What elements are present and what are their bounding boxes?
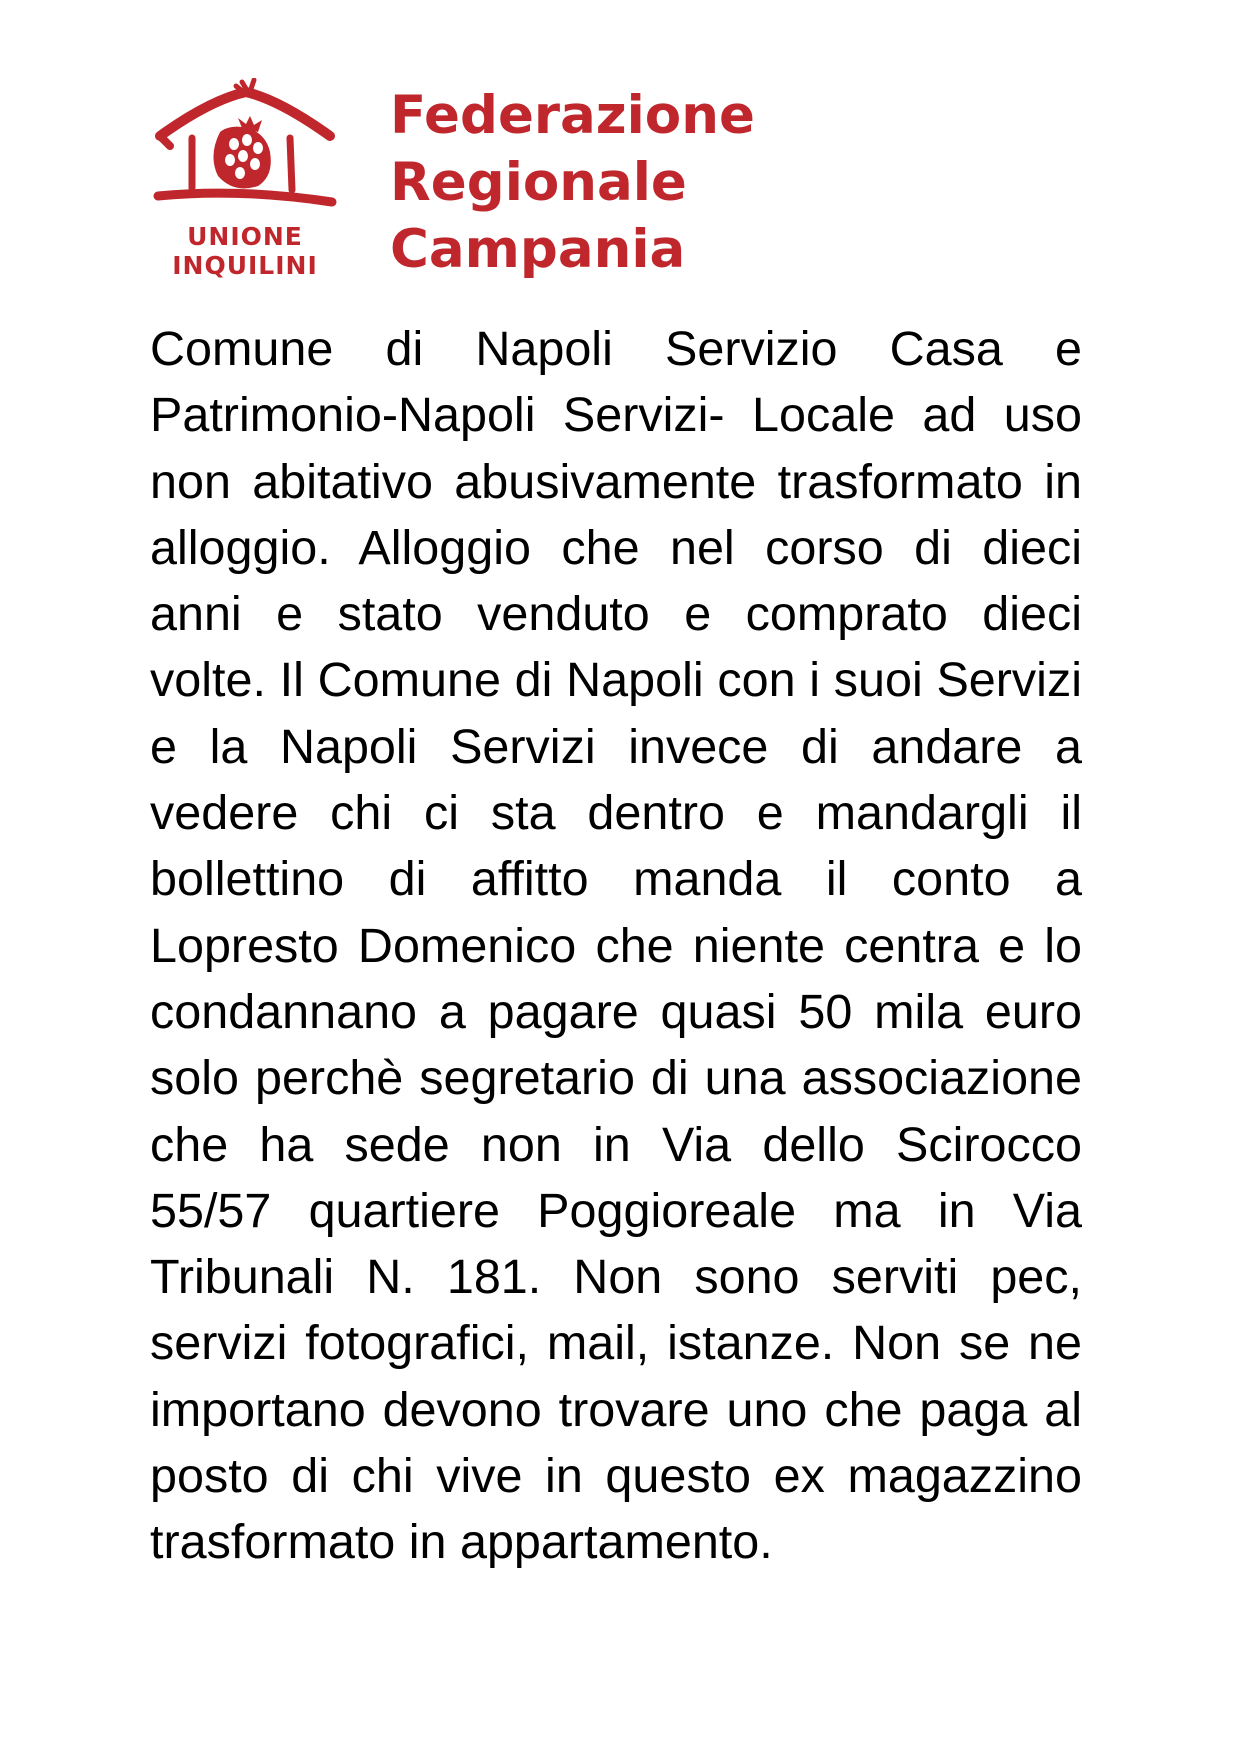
logo-line-1: UNIONE — [187, 222, 303, 251]
org-name-line-3: Campania — [390, 219, 686, 280]
unione-inquilini-logo — [150, 78, 350, 288]
house-with-pomegranate-icon — [150, 78, 340, 223]
logo-line-2: INQUILINI — [172, 251, 318, 280]
body-paragraph: Comune di Napoli Servizio Casa e Patrimonio-Napoli Servizi- Locale ad uso non abitativo abusivamente trasformato in alloggio. Alloggio che nel corso di dieci anni e stato venduto e comprato dieci volte. Il Comune di Napoli con i suoi Servizi e la Napoli Servizi invece di andare a vedere chi ci sta dentro e mandargli il bollettino di affitto manda il conto a Lopresto Domenico che niente centra e lo condannano a pagare quasi 50 mila euro solo perchè segretario di una associazione che ha sede non in Via dello Scirocco 55/57 quartiere Poggioreale ma in Via Tribunali N. 181. Non sono serviti pec, servizi fotografici, mail, istanze. Non se ne importano devono trovare uno che paga al posto di chi vive in questo ex magazzino trasformato in appartamento. — [150, 322, 1082, 1570]
org-name-line-1: Federazione — [390, 85, 755, 146]
organization-name — [390, 82, 755, 283]
letterhead — [150, 78, 950, 288]
org-name-line-2: Regionale — [390, 152, 687, 213]
